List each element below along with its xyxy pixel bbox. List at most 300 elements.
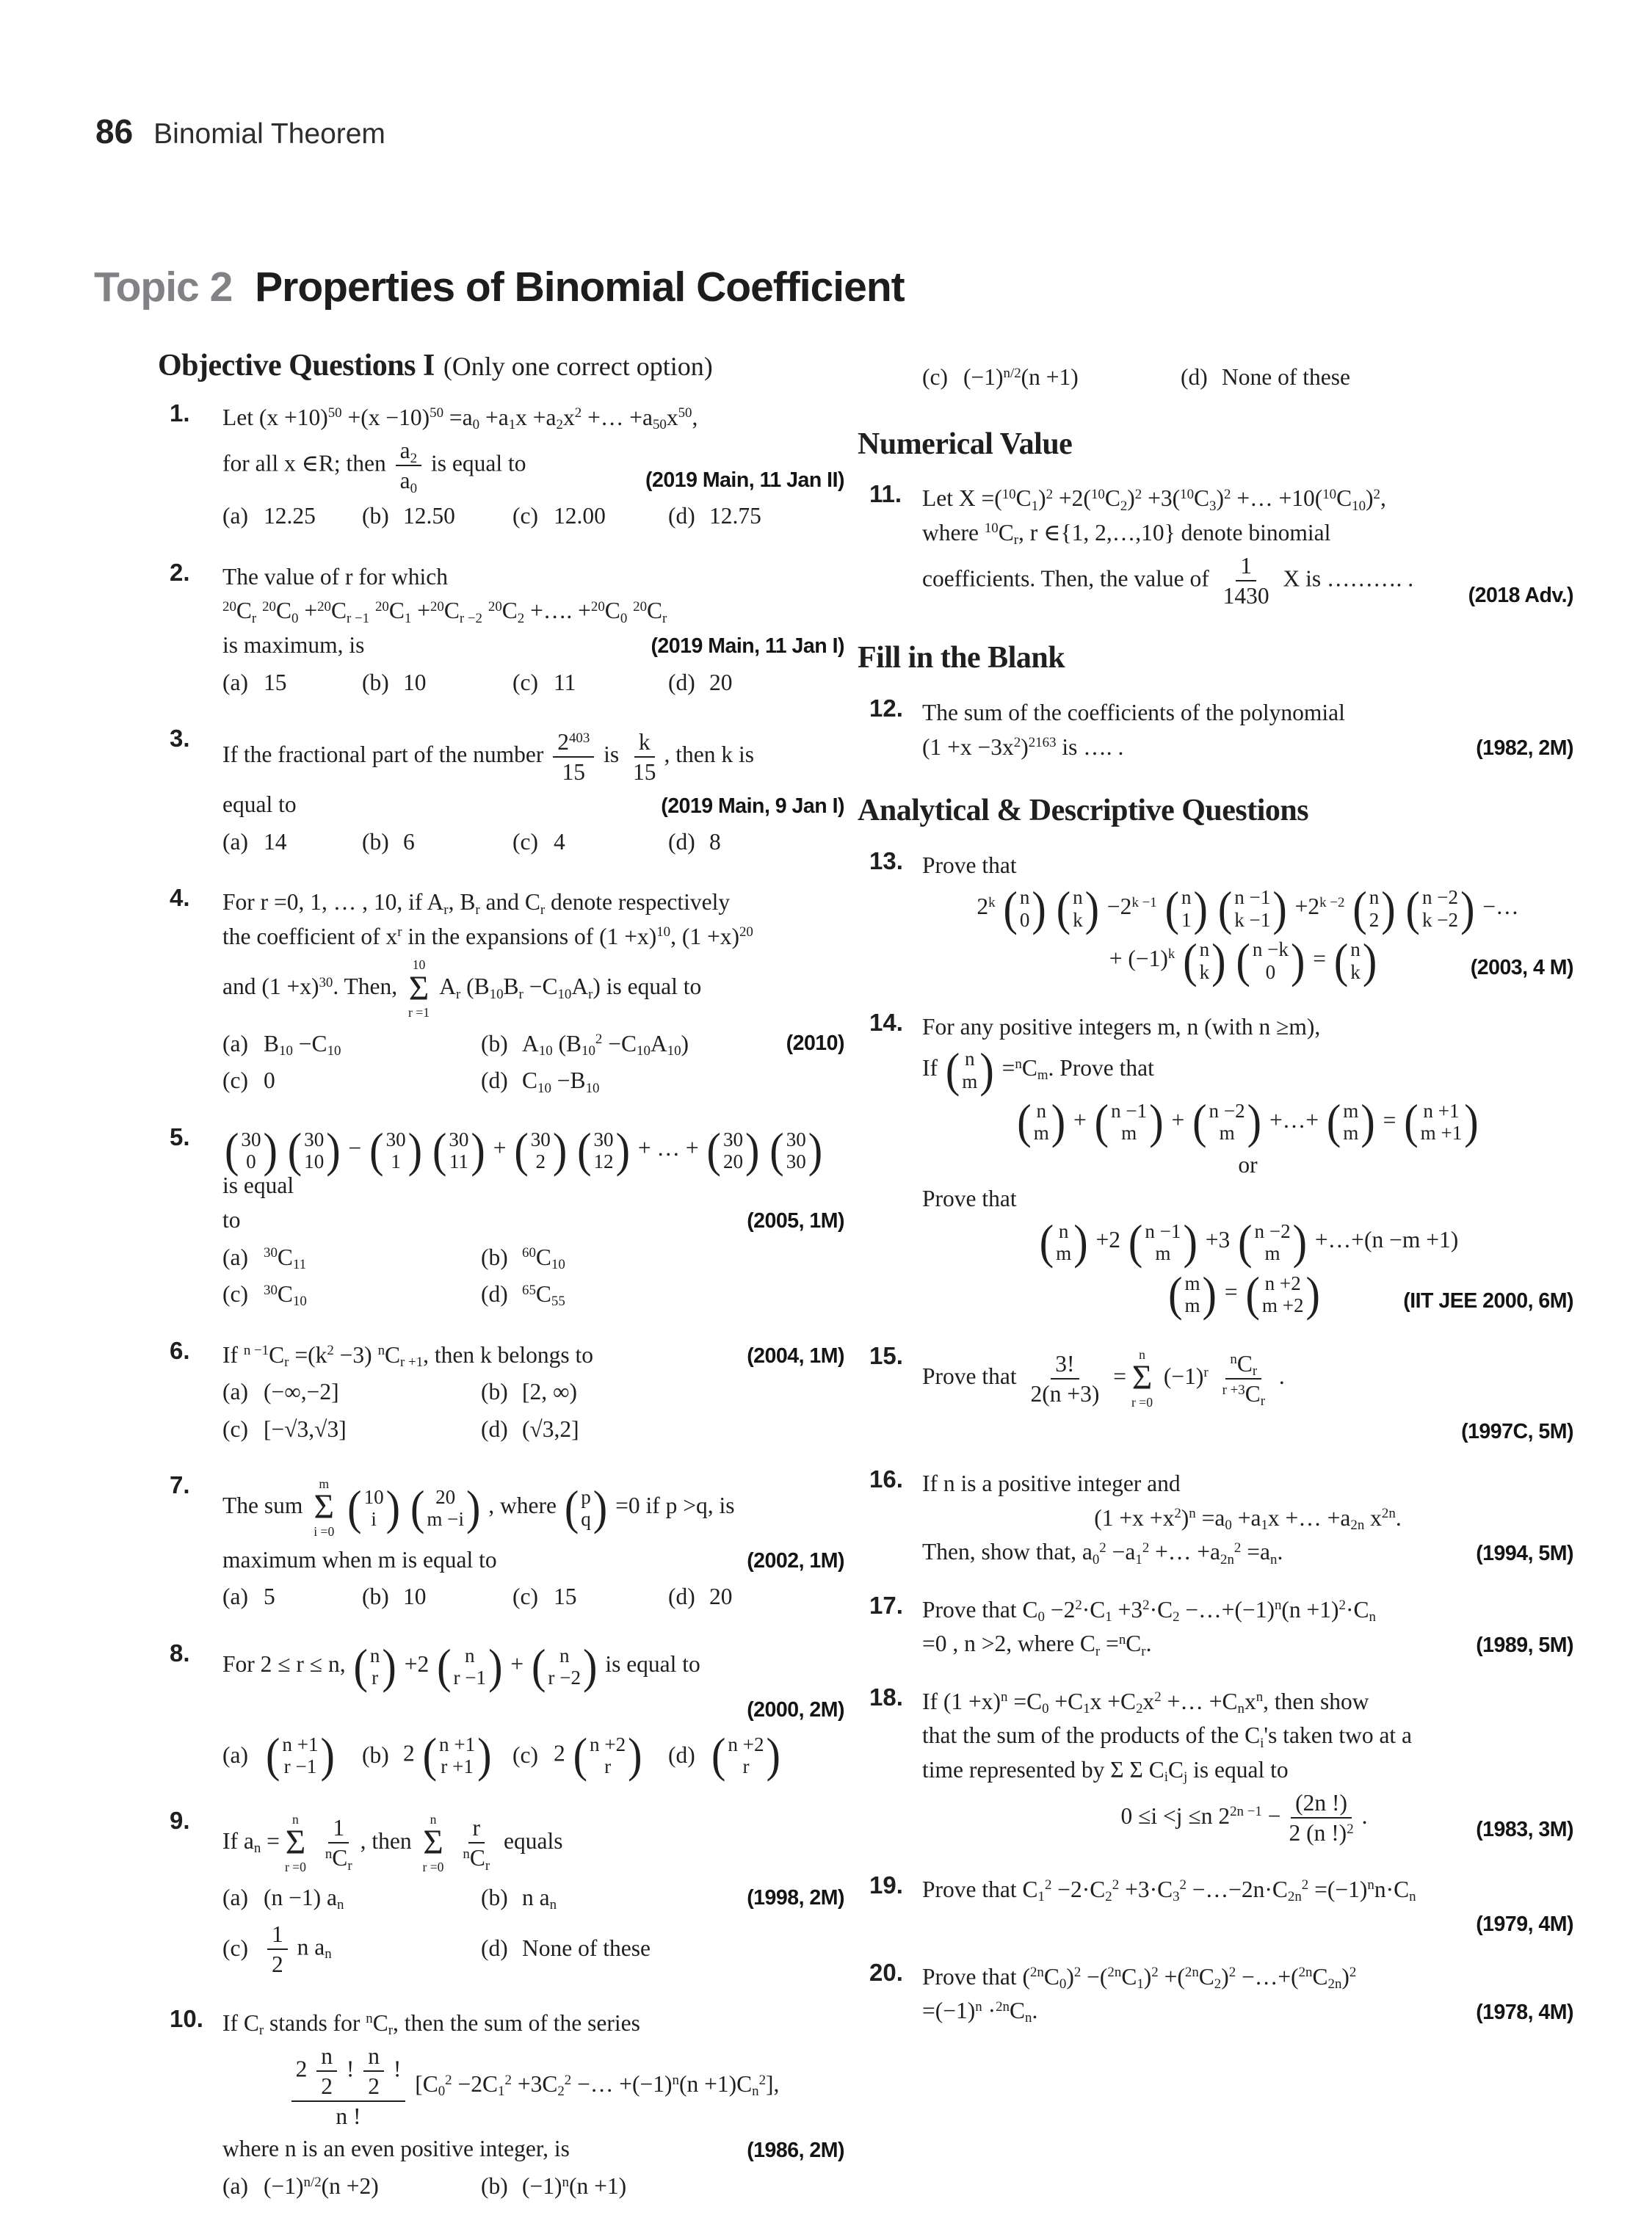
question-text: If $a_n$ = n Σ r =0 1 $^nC_r$ , then n Σ r =0 r $^nC_r$ equals (222, 1811, 563, 1874)
question-number: 17. (869, 1591, 903, 1619)
option (512, 829, 668, 856)
topic-title: Properties of Binomial Coefficient (255, 264, 905, 311)
question-body (922, 1869, 1573, 1940)
section-title: Analytical & Descriptive Questions (858, 794, 1309, 828)
year-tag: (2018 Adv.) (1468, 584, 1573, 608)
option (922, 364, 1181, 391)
option (222, 1922, 481, 1976)
options-row (922, 364, 1573, 391)
question-line (922, 1100, 1573, 1145)
topic-label: Topic 2 (94, 264, 233, 311)
question-text: for all x ∈R; then $\frac{a_2}{a_0}$ is equal to (222, 438, 526, 496)
option (512, 1584, 668, 1611)
question (158, 882, 844, 1105)
question-text: $=(-1)^n \cdot^{2n}C_n$. (922, 1998, 1038, 2026)
question (158, 1121, 844, 1319)
option (222, 2173, 481, 2200)
question (158, 556, 844, 706)
question-line (922, 1505, 1573, 1532)
question-number: 6. (170, 1336, 190, 1364)
question-number: 7. (170, 1471, 190, 1499)
tag-line (922, 1910, 1573, 1937)
question-text: If ( n m ) $=^nC_m$. Prove that (922, 1055, 1154, 1081)
question-body (922, 692, 1573, 768)
option-value: 11 (554, 669, 576, 695)
question-number: 16. (869, 1465, 903, 1493)
question-line (922, 1272, 1573, 1317)
year-tag: (1998, 2M) (747, 1885, 844, 1910)
question-line (922, 554, 1573, 608)
question-line (922, 1471, 1573, 1498)
option-value: 2 ( n +2 r ) (554, 1733, 645, 1778)
question-number: 9. (170, 1806, 190, 1834)
option-value: 8 (709, 828, 721, 855)
question-number: 14. (869, 1008, 903, 1036)
question (158, 1469, 844, 1621)
options-row (222, 829, 844, 856)
question-line (222, 1812, 844, 1874)
question-line (222, 889, 844, 916)
option (222, 1031, 481, 1058)
tag-line (222, 1696, 844, 1723)
question-body (922, 1463, 1573, 1573)
question-text: The sum of the coefficients of the polynomial (922, 700, 1345, 726)
option (668, 1584, 844, 1611)
question-line (222, 1476, 844, 1539)
option (222, 829, 362, 856)
option-value: 20 (709, 1584, 733, 1610)
question-body (922, 1957, 1573, 2032)
question-line (922, 1791, 1573, 1845)
question-body (222, 1805, 844, 1987)
options-row (222, 1885, 844, 1912)
year-tag: (1979, 4M) (1476, 1913, 1573, 1937)
options-row (222, 1281, 844, 1308)
question-body (922, 1681, 1573, 1853)
question-text: time represented by Σ Σ $C_iC_j$ is equal to (922, 1756, 1289, 1785)
question-text: is maximum, is (222, 631, 365, 658)
question-number: 8. (170, 1639, 190, 1667)
question-line (922, 1877, 1573, 1904)
page-number: 86 (95, 112, 134, 151)
question-line (222, 957, 844, 1020)
option-value: $^{30}C_{10}$ (264, 1281, 307, 1310)
question-body (222, 1637, 844, 1788)
right-column (858, 347, 1573, 2048)
option (512, 670, 668, 697)
question (858, 1681, 1573, 1853)
option (222, 1416, 481, 1443)
question-text: ( n m ) + ( n −1 m ) + ( n −2 m ) +…+ ( m m ) = ( n +1 m +1 ) (1015, 1107, 1480, 1133)
question-line (922, 1722, 1573, 1750)
option (668, 503, 844, 530)
option (668, 670, 844, 697)
option-label: (d) (668, 669, 695, 695)
year-tag: (1986, 2M) (747, 2138, 844, 2162)
question-text: Let $X =(^{10}C_1)^2 +2(^{10}C_2)^2 +3(^{10}C_3)^2$ +… $+10(^{10}C_{10})^2$, (922, 485, 1386, 514)
question-number: 20. (869, 1958, 903, 1986)
option (1181, 364, 1573, 391)
question-line (922, 1998, 1573, 2025)
option-label: (c) (512, 828, 538, 855)
year-tag: (2019 Main, 11 Jan I) (651, 634, 844, 659)
question (858, 1463, 1573, 1573)
option-label: (b) (481, 1244, 508, 1270)
question-number (858, 354, 922, 402)
question-line (922, 886, 1573, 931)
option-value: [2, ∞) (522, 1379, 577, 1405)
option-value: 2 ( n +1 r +1 ) (403, 1733, 494, 1778)
question (858, 1589, 1573, 1665)
question-line (222, 791, 844, 819)
question (858, 1869, 1573, 1940)
year-tag: (1982, 2M) (1476, 736, 1573, 761)
question-text: For any positive integers m, n (with n ≥m), (922, 1013, 1321, 1040)
question-line (922, 700, 1573, 727)
question (858, 478, 1573, 615)
question-text: Let $(x +10)^{50} +(x -10)^{50} =a_0 +a_1x +a_2x^2$ +… $+a_{50}x^{50}$, (222, 404, 698, 432)
options-row (222, 503, 844, 530)
question-number: 18. (869, 1683, 903, 1711)
option (222, 1067, 481, 1095)
options-row (222, 1416, 844, 1443)
year-tag: (2019 Main, 11 Jan II) (645, 468, 844, 493)
section-header (858, 640, 1573, 676)
question (858, 1957, 1573, 2032)
question (158, 397, 844, 540)
option-label: (d) (481, 1415, 508, 1442)
option-value: 12.00 (554, 503, 606, 529)
option (512, 503, 668, 530)
option (222, 1733, 362, 1778)
option-label: (a) (222, 1741, 248, 1768)
option-label: (c) (512, 1741, 538, 1768)
year-tag: (2002, 1M) (747, 1549, 844, 1573)
question-line (222, 1547, 844, 1574)
options-row (222, 1733, 844, 1778)
option-value: 12.25 (264, 503, 316, 529)
question-line (222, 1207, 844, 1234)
question-text: Prove that $C_1^2 -2\cdot C_2^2 +3\cdot C_3^2$ $-\dots-2n\cdot C_{2n}^2 =(-1)^nn\cdot C_n$ (922, 1876, 1416, 1904)
option-label: (b) (362, 503, 389, 529)
section-subtitle: (Only one correct option) (443, 352, 713, 381)
option-value: $(-1)^{n/2}(n +2)$ (264, 2172, 379, 2199)
question-body (222, 1335, 844, 1454)
question-text: Prove that $\frac{3!}{2(n +3)}$ = n Σ r =0 $(-1)^r$ $^nC_r$ $^{r +3}C_r$ . (922, 1347, 1285, 1410)
option-label: (b) (362, 1741, 389, 1768)
option (481, 1935, 844, 1962)
question-text: + $(-1)^k$ ( n k ) ( n −k 0 ) = ( n k ) (1109, 946, 1380, 971)
question-line (222, 2044, 844, 2128)
option-value: $(-1)^n(n +1)$ (522, 2172, 627, 2199)
option-value: $^{65}C_{55}$ (522, 1281, 565, 1310)
option (362, 1584, 512, 1611)
section-header (858, 793, 1573, 829)
option-value: $A_{10}$ $(B_{10}^2 -C_{10}A_{10})$ (522, 1030, 689, 1059)
question (858, 1340, 1573, 1447)
section-header (158, 348, 844, 384)
question-line (222, 438, 844, 496)
question-text: If $C_r$ stands for $^nC_r$, then the sum of the series (222, 2009, 640, 2038)
options-row (222, 1244, 844, 1272)
question-line (922, 1220, 1573, 1265)
option-label: (a) (222, 503, 248, 529)
option-label: (b) (481, 1379, 508, 1405)
question-line (922, 485, 1573, 512)
option-label: (a) (222, 2172, 248, 2199)
question-text: For 2 ≤ r ≤ n, ( n r ) +2 ( n r −1 ) + ( n r −2 ) is equal to (222, 1651, 700, 1677)
question-text: ( m m ) = ( n +2 m +2 ) (1166, 1279, 1322, 1305)
question-body (922, 1007, 1573, 1324)
option-label: (c) (222, 1281, 248, 1308)
question-number: 5. (170, 1123, 190, 1150)
option (481, 1067, 844, 1095)
question-body (222, 2003, 844, 2211)
option (222, 1244, 481, 1272)
question (858, 354, 1573, 402)
question-line (922, 1152, 1573, 1179)
option (481, 1031, 786, 1058)
option-value: $B_{10} -C_{10}$ (264, 1030, 341, 1059)
question-text: ( 30 0 ) ( 30 10 ) − ( 30 1 ) ( 30 11 ) + ( 30 2 ) ( 30 12 ) + … + ( 30 20 ) ( 30 30 ) is equal (222, 1135, 825, 1198)
question-text: the coefficient of $x^r$ in the expansions of $(1 +x)^{10}$, $(1 +x)^{20}$ (222, 923, 753, 949)
option (222, 1584, 362, 1611)
option-value: 4 (554, 828, 565, 855)
option-label: (c) (512, 1584, 538, 1610)
question (858, 1007, 1573, 1324)
year-tag: (2010) (786, 1032, 844, 1056)
question (158, 2003, 844, 2211)
year-tag: (2004, 1M) (747, 1344, 844, 1368)
question-body (922, 478, 1573, 615)
option-label: (a) (222, 1584, 248, 1610)
section-title: Numerical Value (858, 427, 1073, 461)
question-line (222, 405, 844, 432)
option-value: $^{60}C_{10}$ (522, 1244, 565, 1272)
question-body (222, 397, 844, 540)
option-label: (d) (668, 828, 695, 855)
question-line (922, 734, 1573, 761)
option-value: 5 (264, 1584, 275, 1610)
question-text: equal to (222, 791, 297, 818)
option (222, 1281, 481, 1308)
option-label: (b) (481, 2172, 508, 2199)
option-label: (c) (222, 1935, 248, 1962)
year-tag: (1994, 5M) (1476, 1541, 1573, 1565)
option-label: (d) (481, 1935, 508, 1962)
question-body (222, 1469, 844, 1621)
option-label: (c) (222, 1415, 248, 1442)
option (481, 1281, 844, 1308)
question-text: The sum m Σ i =0 ( 10 i ) ( 20 m −i ) , where ( p q ) =0 if p >q, is (222, 1493, 735, 1518)
option (362, 1733, 512, 1778)
question (158, 722, 844, 866)
question-text: that the sum of the products of the $C_i's$ taken two at a (922, 1722, 1413, 1751)
option-value: 12.75 (709, 503, 761, 529)
option-value: 10 (403, 669, 427, 695)
question-line (222, 924, 844, 951)
question-text: and $(1 +x)^{30}$. Then, 10 Σ r =1 $A_r$ $(B_{10}B_r -C_{10}A_r)$ is equal to (222, 957, 702, 1020)
question-line (222, 1645, 844, 1689)
question-text: The value of r for which (222, 563, 449, 590)
option-label: (a) (222, 1885, 248, 1911)
question-line (922, 1539, 1573, 1566)
left-column (158, 347, 844, 2226)
question-line (922, 1631, 1573, 1658)
option (362, 503, 512, 530)
question-text: Prove that (922, 852, 1017, 878)
option-label: (b) (362, 1584, 389, 1610)
question-text: Prove that (922, 1186, 1017, 1212)
options-row (222, 1067, 844, 1095)
question-text: $(1 +x -3x^2)^{2163}$ is …. . (922, 733, 1124, 760)
option-value: ( n +1 r −1 ) (264, 1733, 337, 1778)
option-label: (a) (222, 1244, 248, 1270)
topic-heading (94, 263, 905, 311)
option-label: (a) (222, 669, 248, 695)
question-body (222, 556, 844, 706)
question-line (222, 1128, 844, 1200)
option-value: 12.50 (403, 503, 455, 529)
question-text: maximum when m is equal to (222, 1546, 497, 1573)
question-body (222, 1121, 844, 1319)
option (481, 2173, 844, 2200)
question-text: Then, show that, $a_0^2 -a_1^2$ +… $+a_{2n}^2 =a_n$. (922, 1539, 1283, 1567)
options-row (222, 1379, 844, 1406)
question-number: 13. (869, 846, 903, 874)
option-label: (d) (668, 1584, 695, 1610)
question-text: $^{20}C_r$ $^{20}C_0 +^{20}C_{r -1}$ $^{20}C_1 +^{20}C_{r -2}$ $^{20}C_2$ +…. $+^{20}C_0$ $^{20}C_r$ (222, 598, 667, 626)
option-value: 15 (264, 669, 287, 695)
question-line (922, 1347, 1573, 1410)
question-number: 3. (170, 725, 190, 753)
option-label: (a) (222, 1030, 248, 1056)
question-line (922, 1597, 1573, 1624)
question-body (922, 845, 1573, 990)
options-row (222, 670, 844, 697)
option-label: (b) (362, 669, 389, 695)
question-number: 15. (869, 1342, 903, 1370)
question-line (222, 730, 844, 784)
year-tag: (2019 Main, 9 Jan I) (661, 794, 844, 818)
question-line (922, 520, 1573, 547)
option-label: (c) (512, 503, 538, 529)
option-value: None of these (522, 1935, 651, 1962)
question-number: 1. (170, 399, 190, 427)
question-text: where $^{10}C_r$, r ∈{1, 2,…,10} denote binomial (922, 519, 1331, 548)
question-line (922, 1048, 1573, 1092)
question-text: For r =0, 1, … , 10, if $A_r$, $B_r$ and $C_r$ denote respectively (222, 889, 731, 918)
question-text: Prove that $(^{2n}C_0)^2 -(^{2n}C_1)^2 +(^{2n}C_2)^2$ $-\dots+(^{2n}C_{2n})^2$ (922, 1963, 1357, 1992)
section-title: Objective Questions I (158, 349, 435, 383)
option-value: $(-1)^{n/2}(n +1)$ (963, 364, 1079, 390)
option (222, 670, 362, 697)
section-title: Fill in the Blank (858, 641, 1065, 675)
option-label: (d) (668, 1741, 695, 1768)
question-number: 19. (869, 1871, 903, 1899)
question-text: 2$^k$ ( n 0 ) ( n k ) $-2^{k -1}$ ( n 1 ) ( n −1 k −1 ) $+2^{k -2}$ ( n 2 ) ( n −2 k −2 ) −… (977, 893, 1518, 919)
question-text: If n is a positive integer and (922, 1471, 1181, 1497)
question-text: If $^{n -1}C_r =(k^2 -3)$ $^nC_{r +1}$, then k belongs to (222, 1341, 594, 1370)
question-body (222, 722, 844, 866)
year-tag: (2000, 2M) (747, 1698, 844, 1722)
question (858, 692, 1573, 768)
question-text: 2 $\frac{n}{2}$ ! $\frac{n}{2}$ ! n ! [$C_0^2 -2C_1^2 +3C_2^2$ −… $+(-1)^n(n +1)C_n^2$], (288, 2071, 780, 2097)
option (362, 829, 512, 856)
option-value: 6 (403, 828, 415, 855)
chapter-title: Binomial Theorem (153, 118, 385, 150)
option-label: (a) (222, 1379, 248, 1405)
question-line (922, 1186, 1573, 1213)
option (481, 1244, 844, 1272)
question-text: to (222, 1207, 241, 1233)
year-tag: (IIT JEE 2000, 6M) (1403, 1289, 1573, 1313)
option (668, 1733, 844, 1778)
options-row (222, 2173, 844, 2200)
option-label: (d) (1181, 364, 1208, 390)
question-text: If $(1 +x)^n =C_0 +C_1x +C_2x^2$ +… $+C_nx^n$, then show (922, 1688, 1369, 1717)
options-row (222, 1922, 844, 1976)
option (481, 1416, 844, 1443)
option-value: 0 (264, 1067, 275, 1094)
option-label: (a) (222, 828, 248, 855)
year-tag: (1989, 5M) (1476, 1633, 1573, 1657)
option-value: 15 (554, 1584, 577, 1610)
question-body (922, 1589, 1573, 1665)
question-number: 11. (869, 480, 902, 508)
option (512, 1733, 668, 1778)
question-body (922, 1340, 1573, 1447)
option (222, 503, 362, 530)
question (158, 1637, 844, 1788)
question-line (222, 564, 844, 591)
option-value: (−∞,−2] (264, 1379, 339, 1405)
question-body (922, 354, 1573, 402)
question-line (922, 1964, 1573, 1991)
question-line (922, 1689, 1573, 1716)
year-tag: (2003, 4 M) (1470, 955, 1573, 979)
option-value: (n −1) $a_n$ (264, 1885, 344, 1913)
question-line (922, 1757, 1573, 1784)
option (481, 1379, 844, 1406)
question-text: $(1 +x +x^2)^n =a_0 +a_1x$ +… $+a_{2n}$ $x^{2n}$. (1094, 1504, 1402, 1533)
option (481, 1885, 747, 1912)
options-row (222, 1584, 844, 1611)
year-tag: (1983, 3M) (1476, 1818, 1573, 1842)
option-value: [−√3,√3] (264, 1415, 347, 1442)
option-label: (c) (222, 1067, 248, 1094)
question-line (222, 1342, 844, 1369)
option (222, 1885, 481, 1912)
question-text: ( n m ) +2 ( n −1 m ) +3 ( n −2 m ) +…+(n −m +1) (1037, 1227, 1458, 1252)
option-label: (d) (668, 503, 695, 529)
option-value: ( n +2 r ) (709, 1733, 783, 1778)
year-tag: (1978, 4M) (1476, 2000, 1573, 2024)
options-row (222, 1031, 844, 1058)
question-line (222, 598, 844, 625)
year-tag: (1997C, 5M) (1461, 1419, 1573, 1443)
year-tag: (2005, 1M) (747, 1209, 844, 1233)
question (858, 845, 1573, 990)
question-number: 2. (170, 558, 190, 586)
option-label: (b) (362, 828, 389, 855)
question-text: or (1238, 1151, 1258, 1178)
question-text: =0 , n >2, where $C_r =^nC_r$. (922, 1631, 1152, 1659)
option-label: (c) (512, 669, 538, 695)
option-label: (d) (481, 1067, 508, 1094)
option-label: (b) (481, 1030, 508, 1056)
question-line (922, 938, 1573, 983)
